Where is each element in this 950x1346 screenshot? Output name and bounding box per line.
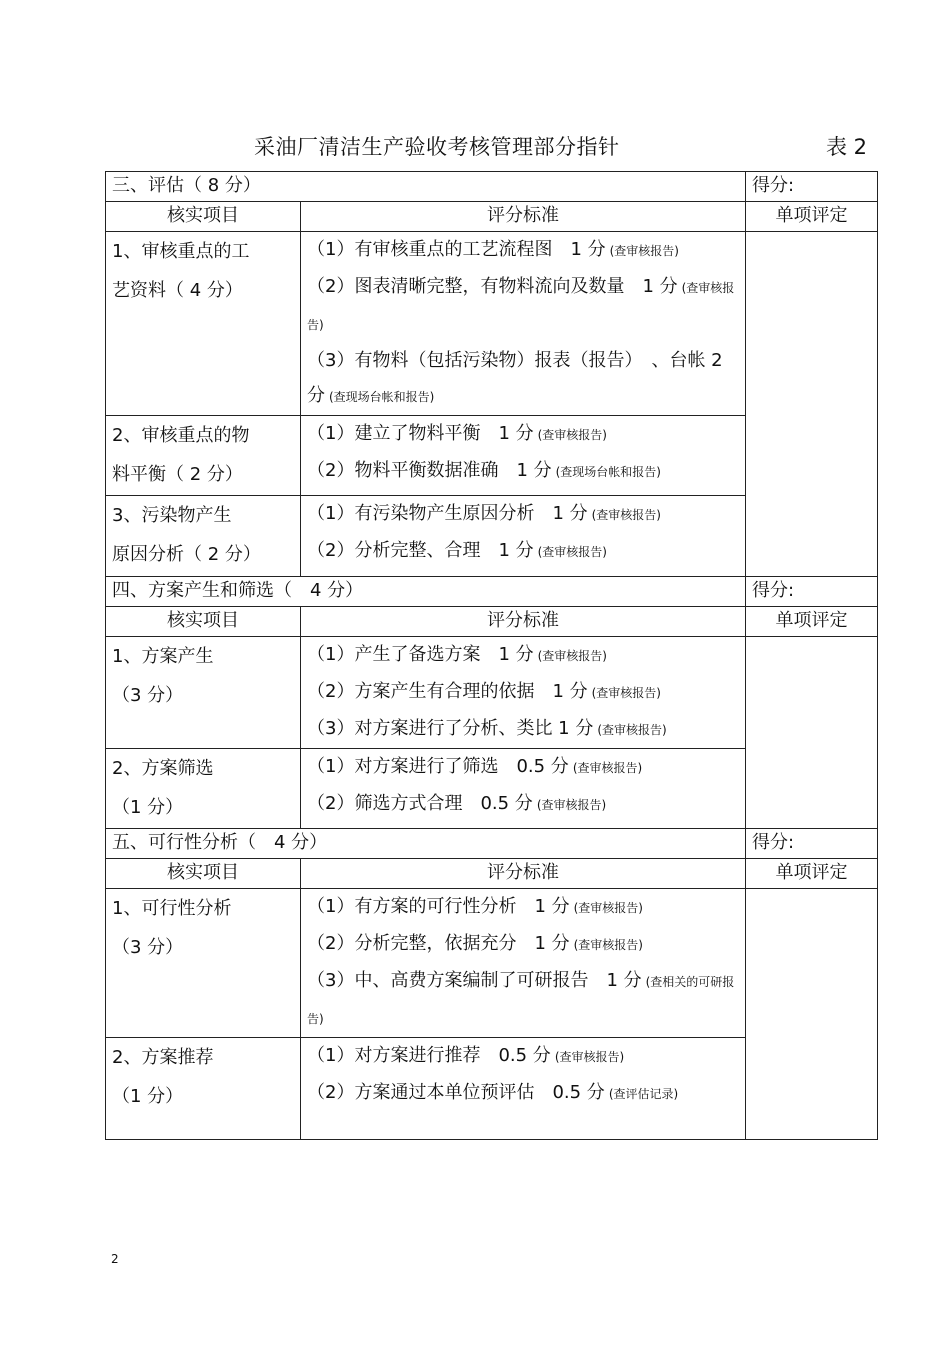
item-name: 1、审核重点的工 艺资料（ 4 分）	[106, 232, 301, 416]
item-name: 2、方案筛选 （1 分）	[106, 749, 301, 829]
item-name: 1、可行性分析 （3 分）	[106, 889, 301, 1038]
criterion: （3）对方案进行了分析、类比 1 分 (查审核报告)	[307, 718, 667, 739]
column-header-rating: 单项评定	[746, 607, 878, 637]
criterion: （2）方案产生有合理的依据 1 分 (查审核报告)	[307, 681, 661, 702]
column-header-item: 核实项目	[106, 202, 301, 232]
page-number: 2	[111, 1252, 119, 1266]
criteria-cell	[301, 749, 746, 829]
criteria-cell	[301, 416, 746, 496]
criterion: （1）建立了物料平衡 1 分 (查审核报告)	[307, 423, 607, 444]
criterion: （2）图表清晰完整，有物料流向及数量 1 分 (查审核报告)	[307, 276, 735, 332]
column-header-row	[106, 859, 878, 889]
document-title: 采油厂清洁生产验收考核管理部分指针	[254, 135, 620, 159]
column-header-rating: 单项评定	[746, 202, 878, 232]
column-header-row	[106, 202, 878, 232]
criteria-cell	[301, 232, 746, 416]
assessment-table	[105, 171, 878, 1140]
score-label: 得分:	[746, 172, 878, 202]
rating-cell[interactable]	[746, 889, 878, 1140]
criterion: （2）分析完整，依据充分 1 分 (查审核报告)	[307, 933, 643, 954]
criterion: （1）对方案进行了筛选 0.5 分 (查审核报告)	[307, 756, 643, 777]
criterion: （2）物料平衡数据准确 1 分 (查现场台帐和报告)	[307, 460, 661, 481]
section-title: 三、评估（ 8 分）	[106, 172, 746, 202]
criterion: （1）对方案进行推荐 0.5 分 (查审核报告)	[307, 1045, 625, 1066]
section-title: 四、方案产生和筛选（ 4 分）	[106, 577, 746, 607]
table-row	[106, 889, 878, 1038]
rating-cell[interactable]	[746, 232, 878, 577]
column-header-item: 核实项目	[106, 859, 301, 889]
criterion: （1）有审核重点的工艺流程图 1 分 (查审核报告)	[307, 239, 679, 260]
section-header-row	[106, 172, 878, 202]
criterion: （3）中、高费方案编制了可研报告 1 分 (查相关的可研报告)	[307, 970, 735, 1026]
criteria-cell	[301, 1038, 746, 1140]
table-number: 表 2	[826, 135, 868, 159]
criterion: （2）方案通过本单位预评估 0.5 分 (查评估记录)	[307, 1082, 679, 1103]
criterion: （1）有方案的可行性分析 1 分 (查审核报告)	[307, 896, 643, 917]
criterion: （2）分析完整、合理 1 分 (查审核报告)	[307, 540, 607, 561]
criterion: （2）筛选方式合理 0.5 分 (查审核报告)	[307, 793, 607, 814]
criterion: （3）有物料（包括污染物）报表（报告） 、台帐 2 分 (查现场台帐和报告)	[307, 350, 723, 406]
criteria-cell	[301, 496, 746, 577]
item-name: 1、方案产生 （3 分）	[106, 637, 301, 749]
criterion: （1）产生了备选方案 1 分 (查审核报告)	[307, 644, 607, 665]
table-row	[106, 232, 878, 416]
table-row	[106, 637, 878, 749]
column-header-criteria: 评分标准	[301, 859, 746, 889]
section-header-row	[106, 829, 878, 859]
item-name: 3、污染物产生 原因分析（ 2 分）	[106, 496, 301, 577]
column-header-row	[106, 607, 878, 637]
criteria-cell	[301, 889, 746, 1038]
section-title: 五、可行性分析（ 4 分）	[106, 829, 746, 859]
score-label: 得分:	[746, 577, 878, 607]
score-label: 得分:	[746, 829, 878, 859]
criterion: （1）有污染物产生原因分析 1 分 (查审核报告)	[307, 503, 661, 524]
rating-cell[interactable]	[746, 637, 878, 829]
column-header-rating: 单项评定	[746, 859, 878, 889]
column-header-item: 核实项目	[106, 607, 301, 637]
item-name: 2、审核重点的物 料平衡（ 2 分）	[106, 416, 301, 496]
item-name: 2、方案推荐 （1 分）	[106, 1038, 301, 1140]
criteria-cell	[301, 637, 746, 749]
column-header-criteria: 评分标准	[301, 202, 746, 232]
column-header-criteria: 评分标准	[301, 607, 746, 637]
section-header-row	[106, 577, 878, 607]
